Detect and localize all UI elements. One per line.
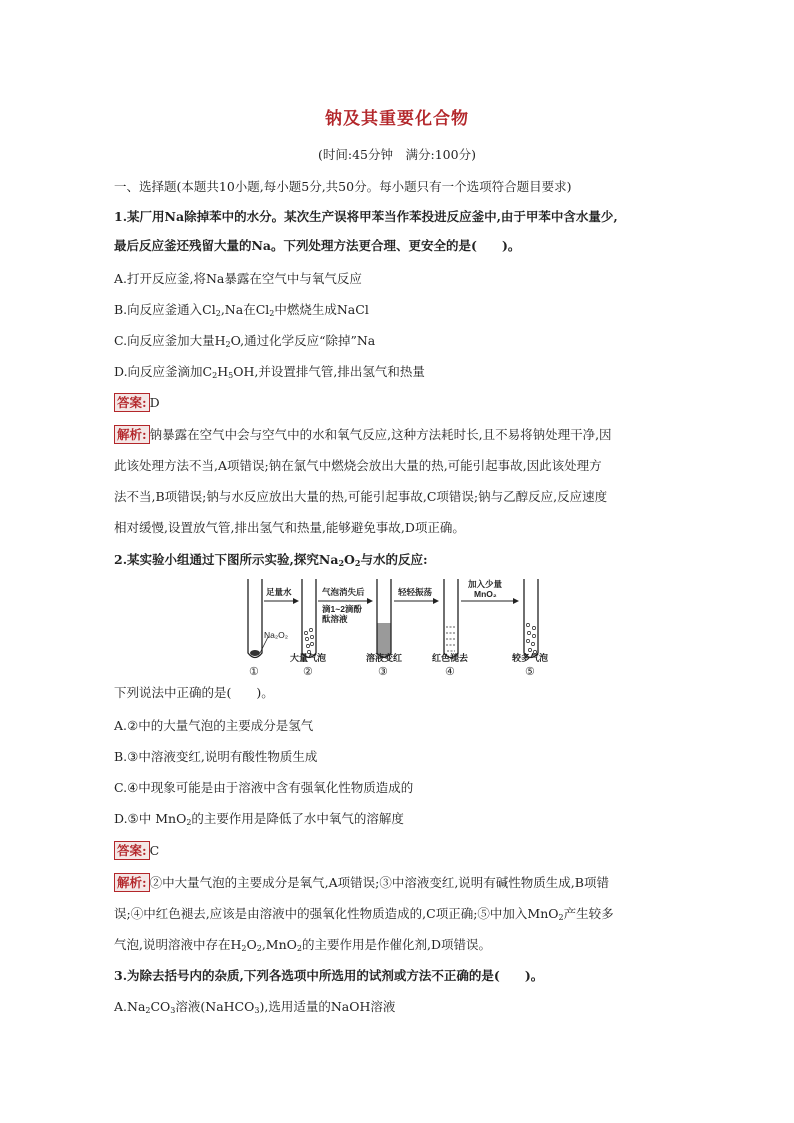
q1-option-a: A.打开反应釜,将Na暴露在空气中与氧气反应 — [114, 271, 362, 286]
analysis-tag: 解析: — [114, 873, 150, 892]
analysis-tag: 解析: — [114, 425, 150, 444]
q2-option-b: B.③中溶液变红,说明有酸性物质生成 — [114, 749, 318, 764]
experiment-figure — [236, 575, 556, 680]
step-4-label-b: MnO₂ — [474, 589, 497, 599]
step-number-5: ⑤ — [525, 666, 535, 678]
step-2-label-c: 酞溶液 — [322, 614, 348, 624]
step-4-label-a: 加入少量 — [468, 579, 503, 589]
test-tube-5 — [524, 579, 538, 658]
q2-ask: 下列说法中正确的是( )。 — [114, 685, 274, 700]
q1-explanation-line1: 解析: 钠暴露在空气中会与空气中的水和氧气反应,这种方法耗时长,且不易将钠处理干净,因 — [114, 425, 612, 445]
section-heading: 一、选择题(本题共10小题,每小题5分,共50分。每小题只有一个选项符合题目要求) — [114, 179, 572, 194]
step-3-label: 轻轻振荡 — [398, 587, 433, 597]
step-2-label-a: 气泡消失后 — [322, 587, 365, 597]
result-label-3: 溶液变红 — [366, 653, 403, 663]
test-tube-2 — [302, 579, 316, 658]
answer-tag: 答案: — [114, 841, 150, 860]
answer-tag: 答案: — [114, 393, 150, 412]
q1-explanation-line2: 此该处理方法不当,A项错误;钠在氯气中燃烧会放出大量的热,可能引起事故,因此该处理方 — [114, 458, 602, 473]
result-label-5: 较多气泡 — [512, 653, 549, 663]
q1-explanation-line4: 相对缓慢,设置放气管,排出氢气和热量,能够避免事故,D项正确。 — [114, 520, 465, 535]
q1-option-b: B.向反应釜通入$Cl_2,Na$在$Cl_2$中燃烧生成NaCl — [114, 302, 369, 318]
step-number-4: ④ — [445, 666, 455, 678]
q1-stem-line2: 最后反应釜还残留大量的Na。下列处理方法更合理、更安全的是( )。 — [114, 238, 521, 253]
test-tube-3 — [377, 579, 391, 658]
result-label-2: 大量气泡 — [290, 653, 327, 663]
result-label-4: 红色褪去 — [432, 653, 469, 663]
step-number-3: ③ — [378, 666, 388, 678]
step-number-2: ② — [303, 666, 313, 678]
q1-stem-line1: 1.某厂用Na除掉苯中的水分。某次生产误将甲苯当作苯投进反应釜中,由于甲苯中含水量少, — [114, 209, 618, 224]
q1-explanation-line3: 法不当,B项错误;钠与水反应放出大量的热,可能引起事故,C项错误;钠与乙醇反应,反应速度 — [114, 489, 608, 504]
test-tube-1 — [248, 579, 268, 658]
q1-answer: 答案: D — [114, 393, 160, 413]
q3-option-a: $A.Na_2CO_3$溶液(NaHCO$_3$),选用适量的NaOH溶液 — [114, 999, 396, 1015]
q1-option-c: C.向反应釜加大量$H_2O$,通过化学反应“除掉”Na — [114, 333, 376, 349]
q2-answer: 答案: C — [114, 841, 159, 861]
q2-stem: 2.某实验小组通过下图所示实验,探究$Na_2O_2$与水的反应: — [114, 552, 428, 568]
q1-option-d: D.向反应釜滴加$C_2H_5OH$,并设置排气管,排出氢气和热量 — [114, 364, 425, 380]
step-number-1: ① — [249, 666, 259, 678]
reagent-label: Na₂O₂ — [264, 630, 289, 640]
q2-option-c: C.④中现象可能是由于溶液中含有强氧化性物质造成的 — [114, 780, 414, 795]
q2-explanation-line3: 气泡,说明溶液中存在$H_2O_2,MnO_2$的主要作用是作催化剂,D项错误。 — [114, 937, 491, 953]
q2-explanation-line2: 误;④中红色褪去,应该是由溶液中的强氧化性物质造成的,C项正确;⑤中加入MnO$_2$产生较多 — [114, 906, 614, 922]
q2-option-d: D.⑤中 MnO$_2$的主要作用是降低了水中氧气的溶解度 — [114, 811, 404, 827]
q2-option-a: A.②中的大量气泡的主要成分是氢气 — [114, 718, 314, 733]
step-1-label: 足量水 — [266, 587, 292, 597]
q3-stem: 3.为除去括号内的杂质,下列各选项中所选用的试剂或方法不正确的是( )。 — [114, 968, 544, 983]
test-tube-4 — [444, 579, 458, 658]
page-subtitle: (时间:45分钟 满分:100分) — [318, 147, 476, 162]
step-2-label-b: 滴1~2滴酚 — [322, 604, 362, 614]
page-title: 钠及其重要化合物 — [325, 109, 469, 129]
q2-explanation-line1: 解析: ②中大量气泡的主要成分是氧气,A项错误;③中溶液变红,说明有碱性物质生成,B项错 — [114, 873, 609, 893]
